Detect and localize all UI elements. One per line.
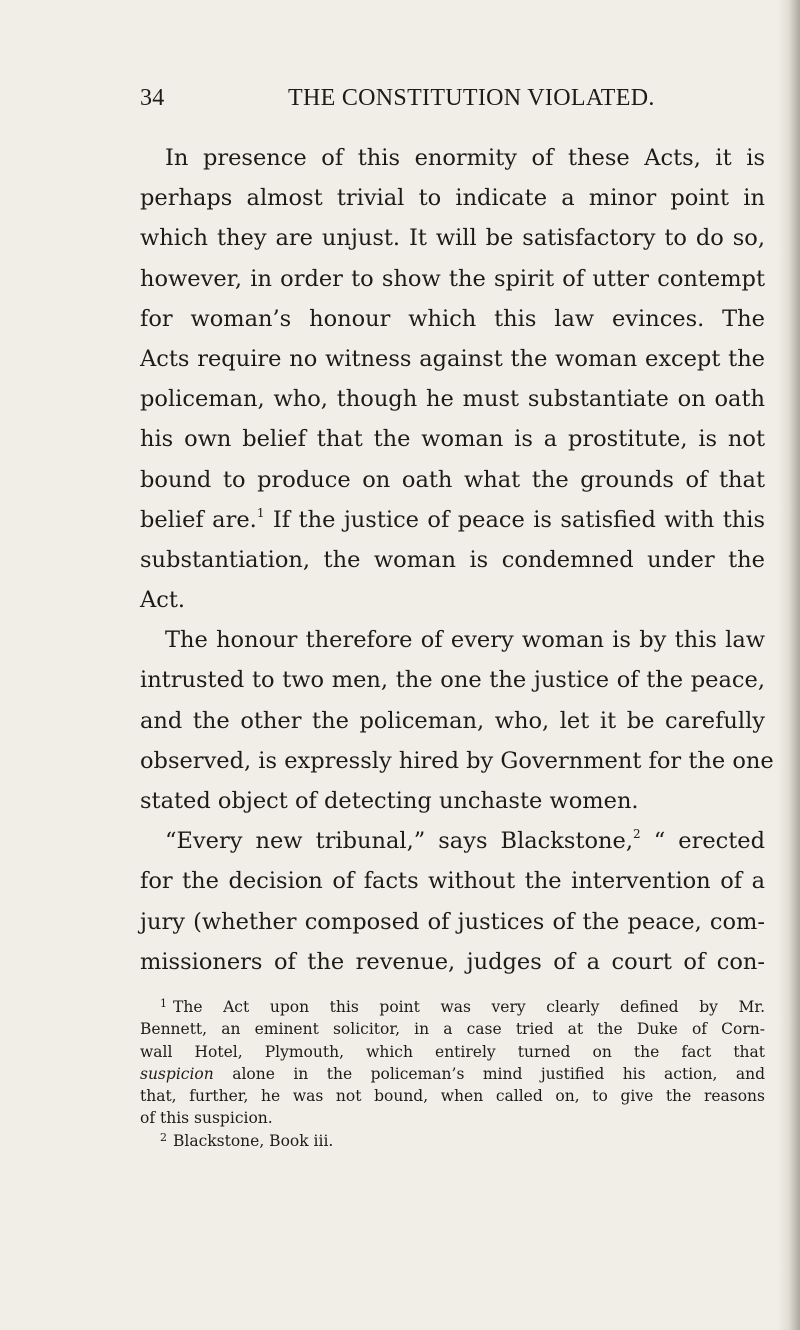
text-line: missioners of the revenue, judges of a court of con- [140, 948, 765, 975]
footnote-text: The Act upon this point was very clearly defined by Mr. [173, 998, 765, 1016]
footnote-line: wall Hotel, Plymouth, which entirely turned on the fact that [140, 1042, 765, 1061]
text-line: and the other the policeman, who, let it be carefully [140, 707, 765, 734]
footnote-text: alone in the policeman’s mind justified his action, and [232, 1064, 766, 1083]
text-line: The honour therefore of every woman is by this law [165, 627, 765, 654]
page-number: 34 [140, 85, 165, 111]
text-line: observed, is expressly hired by Government for the one [140, 747, 774, 774]
text-line: for the decision of facts without the intervention of a [140, 868, 765, 895]
footnote-marker: 2 [160, 1130, 167, 1144]
text-segment: If the justice of peace is satisfied with this [272, 506, 765, 533]
footnote-line: of this suspicion. [140, 1109, 273, 1128]
text-line: Act. [140, 587, 186, 614]
text-segment: “ erected [653, 828, 765, 855]
text-line: perhaps almost trivial to indicate a minor point in [140, 185, 765, 212]
text-line: which they are unjust. It will be satisfactory to do so, [140, 225, 765, 252]
text-line: intrusted to two men, the one the justice of the peace, [140, 667, 765, 694]
text-line: policeman, who, though he must substantiate on oath [140, 386, 765, 413]
text-line: however, in order to show the spirit of utter contempt [140, 265, 765, 292]
text-segment: “Every new tribunal,” says Blackstone, [165, 828, 634, 855]
running-header [140, 80, 655, 116]
footnote-ref: 2 [633, 827, 641, 842]
footnote-ref: 1 [256, 505, 265, 520]
footnote-text: Blackstone, Book iii. [173, 1131, 334, 1150]
text-line: substantiation, the woman is condemned under the [140, 546, 765, 573]
footnote-line [140, 1130, 765, 1152]
text-line [140, 500, 765, 540]
text-line: Acts require no witness against the woman except the [140, 345, 765, 372]
footnote-line: Bennett, an eminent solicitor, in a case tried at the Duke of Corn- [140, 1020, 765, 1039]
footnote-line [140, 996, 765, 1018]
page-edge-shadow [778, 0, 800, 1330]
text-line: bound to produce on oath what the grounds of that [140, 466, 765, 493]
footnotes [140, 996, 765, 1152]
text-line: for woman’s honour which this law evinces. The [140, 305, 765, 332]
text-segment: belief are. [140, 506, 257, 533]
running-title: THE CONSTITUTION VIOLATED. [288, 85, 655, 111]
footnote-line: that, further, he was not bound, when called on, to give the reasons [140, 1087, 765, 1106]
body-text [140, 138, 774, 982]
text-line [140, 821, 765, 861]
footnote-marker: 1 [160, 997, 167, 1010]
text-line: In presence of this enormity of these Acts, it is [165, 145, 765, 171]
footnote-line [140, 1063, 765, 1085]
text-line: stated object of detecting unchaste women. [140, 788, 639, 814]
text-line: jury (whether composed of justices of the peace, com- [140, 908, 765, 935]
footnote-emphasis: suspicion [140, 1064, 214, 1083]
text-line: his own belief that the woman is a prostitute, is not [140, 426, 765, 453]
